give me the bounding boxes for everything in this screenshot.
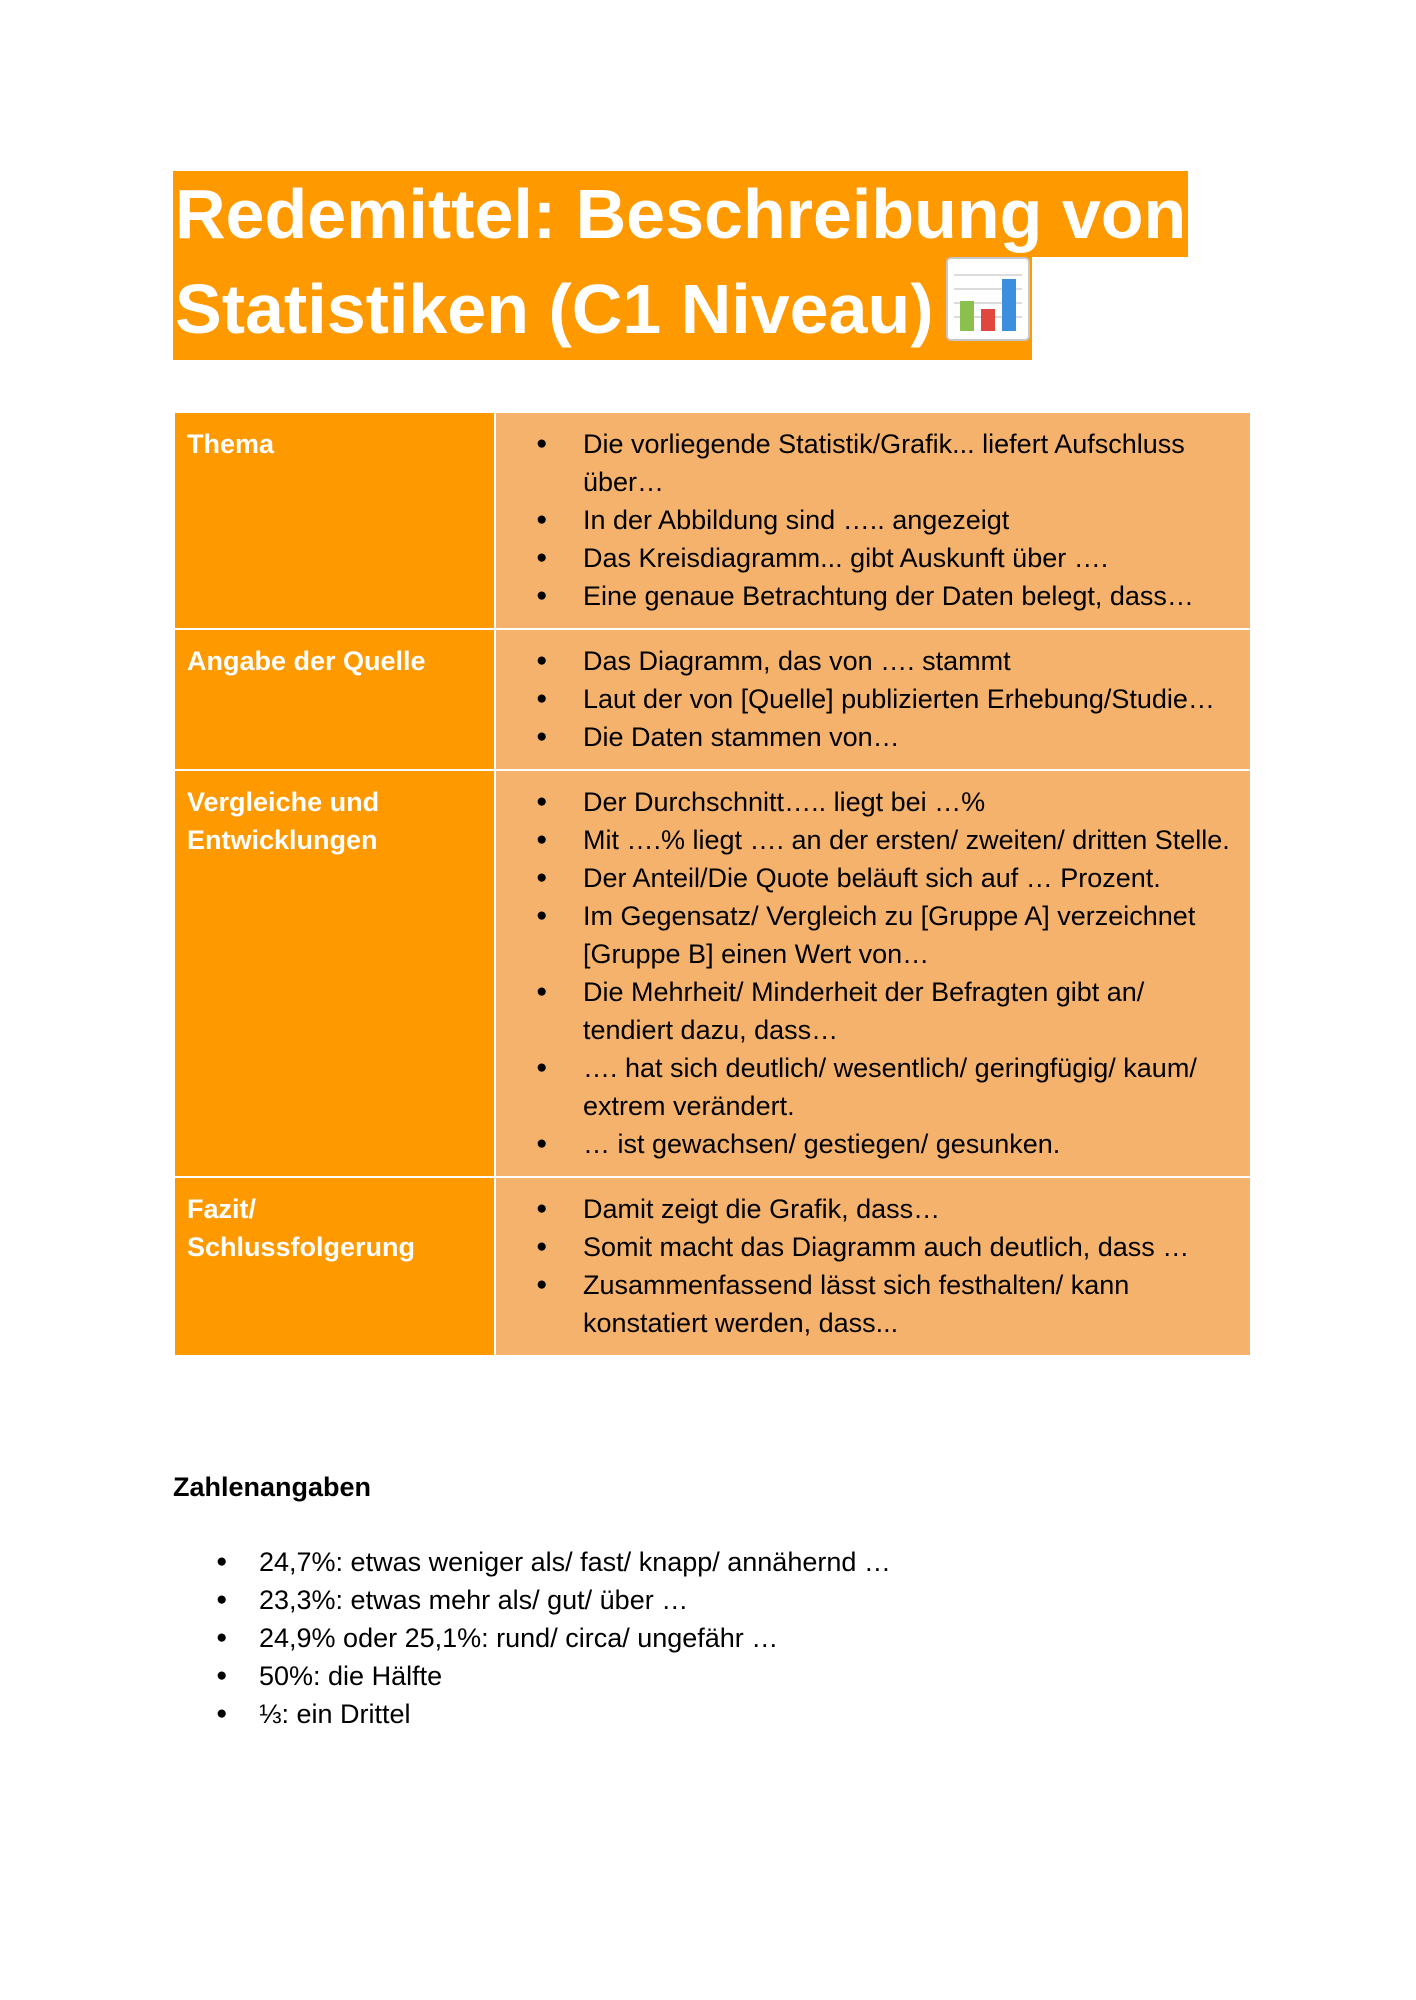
phrase-item: ● Das Kreisdiagramm... gibt Auskunft über ….	[536, 539, 1234, 577]
number-item: ● 23,3%: etwas mehr als/ gut/ über …	[216, 1581, 891, 1619]
phrase-item: ● Laut der von [Quelle] publizierten Erhebung/Studie…	[536, 680, 1234, 718]
phrases-cell	[495, 770, 1251, 1177]
topic-cell: Thema	[174, 412, 495, 629]
phrase-item: ● Die vorliegende Statistik/Grafik... liefert Aufschluss über…	[536, 425, 1234, 501]
numbers-list	[216, 1543, 891, 1733]
topic-cell: Angabe der Quelle	[174, 629, 495, 770]
title-line-2-text: Statistiken (C1 Niveau)	[175, 270, 934, 348]
phrases-cell	[495, 629, 1251, 770]
phrase-list	[536, 783, 1234, 1163]
title-line-2	[173, 257, 1032, 360]
phrase-item: ● Die Mehrheit/ Minderheit der Befragten gibt an/ tendiert dazu, dass…	[536, 973, 1234, 1049]
phrase-item: ● Damit zeigt die Grafik, dass…	[536, 1190, 1234, 1228]
phrases-cell	[495, 412, 1251, 629]
phrase-item: ● Der Anteil/Die Quote beläuft sich auf … Prozent.	[536, 859, 1234, 897]
table-row	[174, 770, 1251, 1177]
phrase-item: ● …. hat sich deutlich/ wesentlich/ geringfügig/ kaum/ extrem verändert.	[536, 1049, 1234, 1125]
page-title	[173, 171, 1253, 360]
table-row	[174, 412, 1251, 629]
phrase-list	[536, 642, 1234, 756]
phrase-item: ● Mit ….% liegt …. an der ersten/ zweiten/ dritten Stelle.	[536, 821, 1234, 859]
phrase-item: ● … ist gewachsen/ gestiegen/ gesunken.	[536, 1125, 1234, 1163]
phrase-item: ● Eine genaue Betrachtung der Daten belegt, dass…	[536, 577, 1234, 615]
phrases-table	[173, 411, 1252, 1357]
numbers-heading: Zahlenangaben	[173, 1472, 372, 1502]
phrase-list	[536, 425, 1234, 615]
title-line-1: Redemittel: Beschreibung von	[173, 171, 1188, 257]
number-item: ● 50%: die Hälfte	[216, 1657, 891, 1695]
number-item: ● ⅓: ein Drittel	[216, 1695, 891, 1733]
table-row	[174, 629, 1251, 770]
number-item: ● 24,7%: etwas weniger als/ fast/ knapp/ annähernd …	[216, 1543, 891, 1581]
bar-chart-icon	[946, 257, 1030, 360]
phrase-item: ● Somit macht das Diagramm auch deutlich, dass …	[536, 1228, 1234, 1266]
phrase-item: ● In der Abbildung sind ….. angezeigt	[536, 501, 1234, 539]
phrases-cell	[495, 1177, 1251, 1356]
phrase-item: ● Die Daten stammen von…	[536, 718, 1234, 756]
phrase-item: ● Das Diagramm, das von …. stammt	[536, 642, 1234, 680]
phrase-item: ● Zusammenfassend lässt sich festhalten/ kann konstatiert werden, dass...	[536, 1266, 1234, 1342]
phrase-list	[536, 1190, 1234, 1342]
topic-cell: Vergleiche und Entwicklungen	[174, 770, 495, 1177]
number-item: ● 24,9% oder 25,1%: rund/ circa/ ungefähr …	[216, 1619, 891, 1657]
table-row	[174, 1177, 1251, 1356]
phrase-item: ● Der Durchschnitt….. liegt bei …%	[536, 783, 1234, 821]
phrase-item: ● Im Gegensatz/ Vergleich zu [Gruppe A] verzeichnet [Gruppe B] einen Wert von…	[536, 897, 1234, 973]
topic-cell: Fazit/ Schlussfolgerung	[174, 1177, 495, 1356]
phrases-table-body	[174, 412, 1251, 1356]
